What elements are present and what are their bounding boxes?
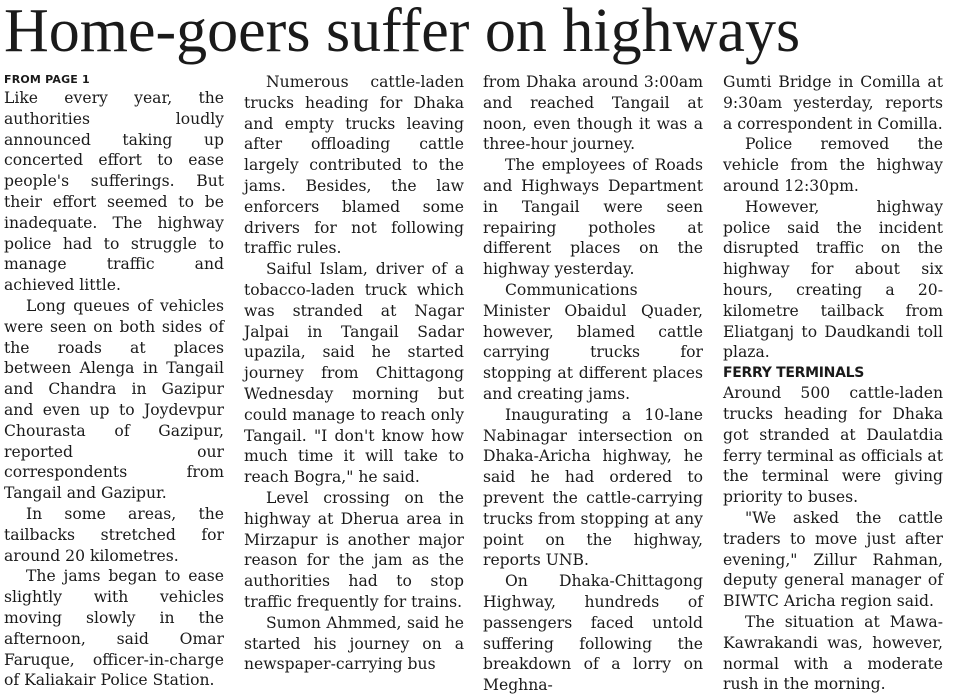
paragraph: Long queues of vehicles were seen on both sides of the roads at places between Alenga in Tangail and Chandra in Gazipur and even up to Joydevpur Chourasta of Gazipur, reported our correspondents from Tangail and Gazipur.: [4, 296, 224, 503]
paragraph: However, highway police said the incident disrupted traffic on the highway for about six hours, creating a 20-kilometre tailback from Eliatganj to Daudkandi toll plaza.: [723, 197, 943, 362]
paragraph: Saiful Islam, driver of a tobacco-laden truck which was stranded at Nagar Jalpai in Tangail Sadar upazila, said he started journey from Chittagong Wednesday morning but could manage to reach only Tangail. "I don't know how much time it will take to reach Bogra," he said.: [244, 260, 464, 487]
paragraph: In some areas, the tailbacks stretched for around 20 kilometres.: [4, 504, 224, 565]
section-subhead: FERRY TERMINALS: [723, 365, 865, 382]
paragraph: Communications Minister Obaidul Quader, however, blamed cattle carrying trucks for stopping at different places and creating jams.: [483, 280, 703, 403]
article-column-2: [244, 72, 464, 675]
paragraph: The employees of Roads and Highways Department in Tangail were seen repairing potholes at different places on the highway yesterday.: [483, 156, 703, 279]
paragraph: On Dhaka-Chittagong Highway, hundreds of passengers faced untold suffering following the breakdown of a lorry on Meghna-: [483, 572, 703, 695]
paragraph: The jams began to ease slightly with vehicles moving slowly in the afternoon, said Omar Faruque, officer-in-charge of Kaliakair Police Station.: [4, 567, 224, 690]
paragraph: "We asked the cattle traders to move just after evening," Zillur Rahman, deputy general manager of BIWTC Aricha region said.: [723, 508, 943, 611]
article-body: [4, 72, 950, 695]
paragraph: Inaugurating a 10-lane Nabinagar intersection on Dhaka-Aricha highway, he said he had ordered to prevent the cattle-carrying trucks from stopping at any point on the highway, reports UNB.: [483, 405, 703, 570]
paragraph: Around 500 cattle-laden trucks heading for Dhaka got stranded at Daulatdia ferry terminal as officials at the terminal were giving priority to buses.: [723, 384, 943, 507]
article-column-3: [483, 72, 703, 696]
paragraph: Gumti Bridge in Comilla at 9:30am yesterday, reports a correspondent in Comilla.: [723, 73, 943, 133]
article-column-4: [723, 72, 943, 695]
article-column-1: [4, 72, 224, 691]
paragraph: The situation at Mawa-Kawrakandi was, however, normal with a moderate rush in the morning.: [723, 612, 943, 694]
paragraph: from Dhaka around 3:00am and reached Tangail at noon, even though it was a three-hour journey.: [483, 73, 703, 154]
paragraph: Numerous cattle-laden trucks heading for Dhaka and empty trucks leaving after offloading cattle largely contributed to the jams. Besides, the law enforcers blamed some drivers for not following traffic rules.: [244, 73, 464, 258]
paragraph: Like every year, the authorities loudly announced taking up concerted effort to ease people's sufferings. But their effort seemed to be inadequate. The highway police had to struggle to manage traffic and achieved little.: [4, 89, 224, 295]
paragraph: Sumon Ahmmed, said he started his journey on a newspaper-carrying bus: [244, 613, 464, 674]
paragraph: Level crossing on the highway at Dherua area in Mirzapur is another major reason for the jam as the authorities had to stop traffic frequently for trains.: [244, 488, 464, 611]
continuation-kicker: FROM PAGE 1: [4, 73, 90, 86]
paragraph: Police removed the vehicle from the highway around 12:30pm.: [723, 135, 943, 195]
article-headline: Home-goers suffer on highways: [4, 0, 801, 65]
